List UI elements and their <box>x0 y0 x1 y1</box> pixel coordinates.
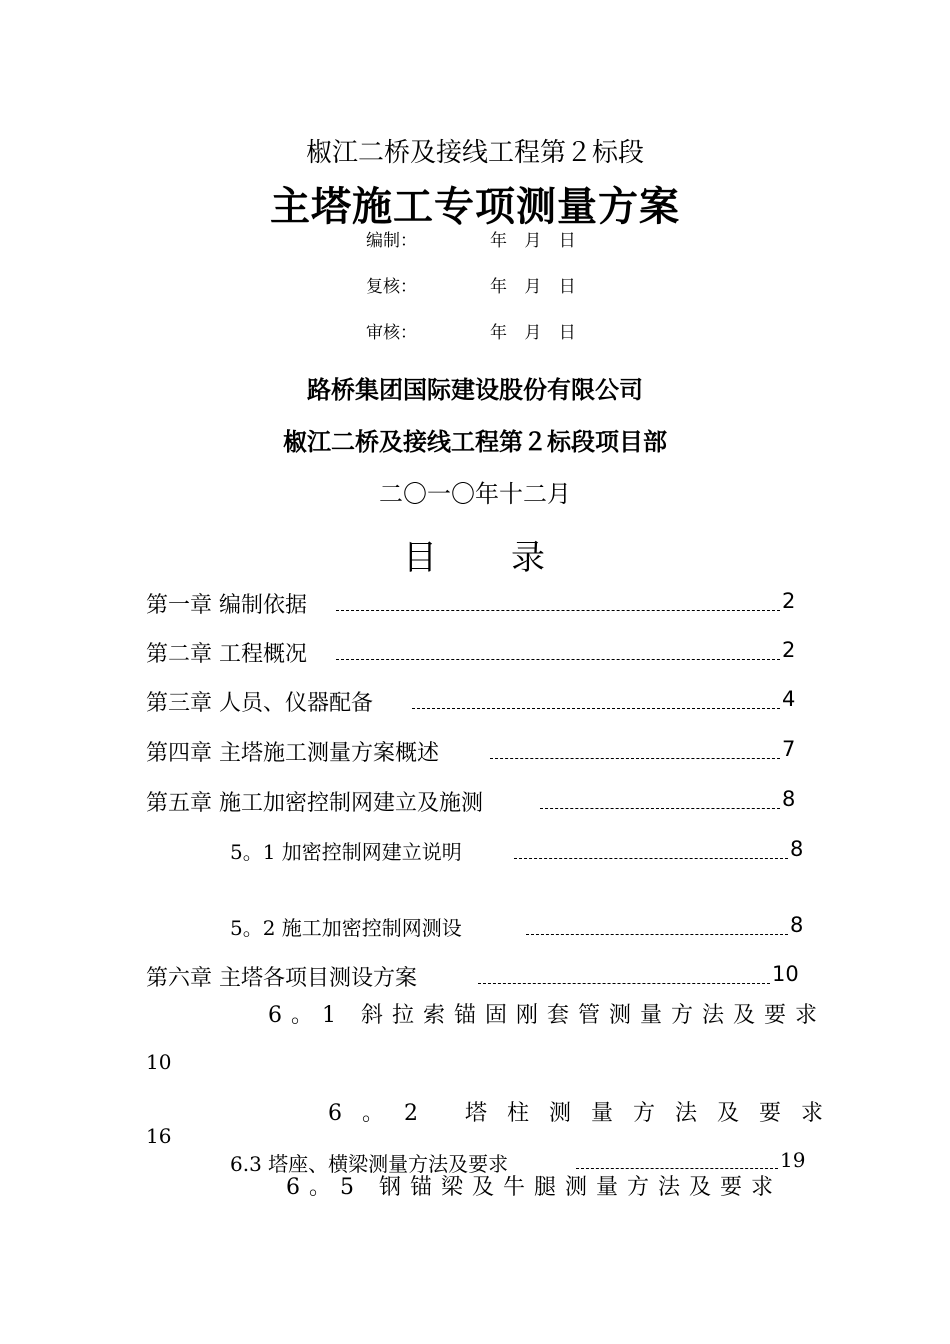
signature-label-reviewed: 复核： <box>366 277 417 297</box>
toc-page-ch3: 4 <box>782 687 796 711</box>
document-subtitle: 椒江二桥及接线工程第２标段 <box>305 138 644 168</box>
toc-page-6-1: 10 <box>146 1050 172 1074</box>
document-title: 主塔施工专项测量方案 <box>270 184 680 230</box>
signature-label-compiled: 编制： <box>366 231 417 251</box>
toc-entry-ch2[interactable]: 第二章 工程概况 <box>146 642 307 667</box>
toc-entry-5-1[interactable]: 5。1 加密控制网建立说明 <box>230 840 462 864</box>
signature-date-approved: 年 月 日 <box>490 323 576 343</box>
toc-entry-6-1[interactable] <box>268 998 826 1029</box>
department-name: 椒江二桥及接线工程第２标段项目部 <box>283 428 667 456</box>
signature-date-reviewed: 年 月 日 <box>490 277 576 297</box>
toc-leader <box>540 808 780 809</box>
toc-entry-6-1-text: 6。1 斜拉索锚固刚套管测量方法及要求 <box>268 1003 826 1028</box>
toc-page-ch6: 10 <box>772 962 799 986</box>
toc-entry-5-2[interactable]: 5。2 施工加密控制网测设 <box>230 916 462 940</box>
toc-page-ch2: 2 <box>782 638 796 662</box>
signature-date-compiled: 年 月 日 <box>490 231 576 251</box>
toc-entry-6-2-text: 6。2 塔柱测量方法及要求 <box>328 1101 843 1126</box>
toc-entry-ch6[interactable]: 第六章 主塔各项目测设方案 <box>146 966 417 991</box>
toc-entry-ch5[interactable]: 第五章 施工加密控制网建立及施测 <box>146 791 483 816</box>
toc-leader <box>478 983 770 984</box>
toc-leader <box>514 858 788 859</box>
toc-heading: 目 录 <box>403 538 547 578</box>
toc-leader <box>336 610 780 611</box>
toc-entry-6-5[interactable] <box>286 1170 806 1201</box>
document-date: 二〇一〇年十二月 <box>379 480 571 508</box>
signature-label-approved: 审核： <box>366 323 417 343</box>
toc-leader <box>490 758 780 759</box>
toc-entry-ch4[interactable]: 第四章 主塔施工测量方案概述 <box>146 741 439 766</box>
toc-page-6-3: 19 <box>780 1148 806 1172</box>
toc-leader <box>412 708 780 709</box>
toc-page-ch4: 7 <box>782 737 796 761</box>
toc-leader <box>526 934 788 935</box>
toc-page-6-2: 16 <box>146 1124 172 1148</box>
toc-entry-ch1[interactable]: 第一章 编制依据 <box>146 593 307 618</box>
toc-leader <box>576 1168 778 1169</box>
toc-entry-ch3[interactable]: 第三章 人员、仪器配备 <box>146 691 373 716</box>
toc-page-5-2: 8 <box>790 913 804 937</box>
toc-entry-6-2[interactable] <box>328 1096 843 1127</box>
toc-entry-6-3[interactable]: 6.3 塔座、横梁测量方法及要求 <box>230 1152 509 1176</box>
toc-entry-6-5-text: 6。5 钢锚梁及牛腿测量方法及要求 <box>286 1175 782 1200</box>
toc-leader <box>336 659 780 660</box>
company-name: 路桥集团国际建设股份有限公司 <box>307 376 643 404</box>
toc-page-ch1: 2 <box>782 589 796 613</box>
toc-page-ch5: 8 <box>782 787 796 811</box>
toc-page-5-1: 8 <box>790 837 804 861</box>
